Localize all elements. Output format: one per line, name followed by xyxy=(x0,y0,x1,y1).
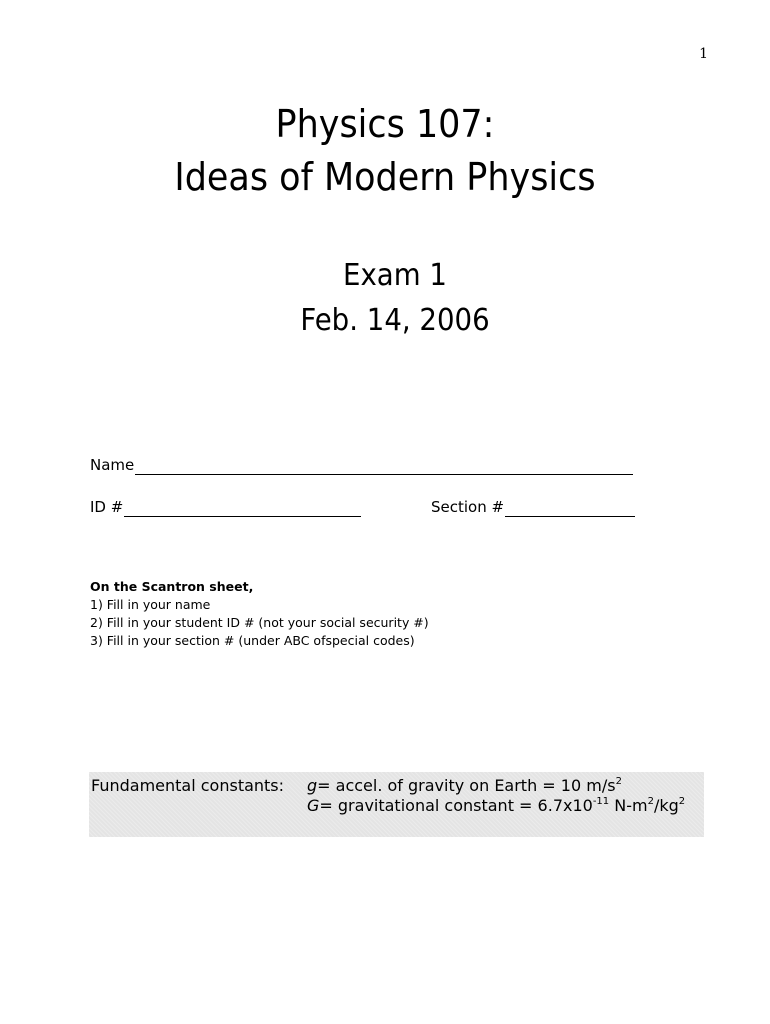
constants-label: Fundamental constants: xyxy=(91,776,285,795)
id-blank-line[interactable] xyxy=(124,501,361,517)
name-label: Name xyxy=(90,456,135,474)
instruction-step-1: 1) Fill in your name xyxy=(90,597,211,612)
page-number: 1 xyxy=(699,46,708,62)
instructions-heading: On the Scantron sheet, xyxy=(90,579,254,594)
constant-g-symbol: g xyxy=(307,776,318,795)
constant-big-g-exponent-c: 2 xyxy=(678,796,686,807)
section-field[interactable] xyxy=(431,497,635,517)
constant-g-exponent: 2 xyxy=(615,776,622,787)
instruction-step-3: 3) Fill in your section # (under ABC ofspecial codes) xyxy=(90,633,415,648)
fundamental-constants-box xyxy=(89,772,704,837)
constant-big-g-description-c: /kg xyxy=(653,796,679,815)
id-field[interactable] xyxy=(90,497,361,517)
constant-big-g-description-a: = gravitational constant = 6.7x10 xyxy=(319,796,593,815)
constant-g xyxy=(307,775,622,797)
constant-g-description: = accel. of gravity on Earth = 10 m/s xyxy=(317,776,616,795)
name-field[interactable] xyxy=(90,455,633,475)
constant-big-g-description-b: N-m xyxy=(609,796,648,815)
name-blank-line[interactable] xyxy=(135,459,633,475)
id-label: ID # xyxy=(90,498,124,516)
constant-big-g-symbol: G xyxy=(307,796,320,815)
exam-date: Feb. 14, 2006 xyxy=(300,303,490,338)
section-blank-line[interactable] xyxy=(505,501,635,517)
section-label: Section # xyxy=(431,498,505,516)
instruction-step-2: 2) Fill in your student ID # (not your social security #) xyxy=(90,615,429,630)
constant-big-g-exponent-b: 2 xyxy=(647,796,654,807)
constant-big-g xyxy=(307,795,685,817)
constant-big-g-exponent-a: -11 xyxy=(592,796,610,807)
course-title-line-1: Physics 107: xyxy=(275,102,495,146)
course-title-line-2: Ideas of Modern Physics xyxy=(174,155,596,199)
scantron-instructions xyxy=(90,578,429,650)
exam-name: Exam 1 xyxy=(343,258,447,293)
